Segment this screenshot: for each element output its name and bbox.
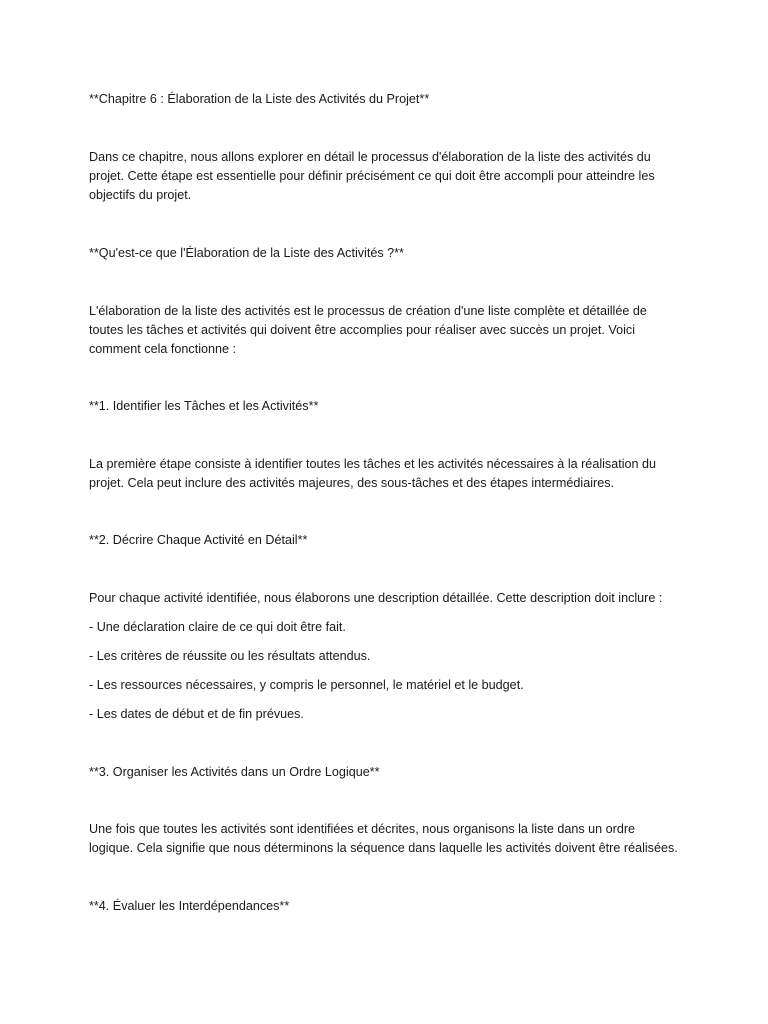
step2-paragraph: Pour chaque activité identifiée, nous élaborons une description détaillée. Cette description doit inclure : [89, 591, 663, 605]
bullet-item: - Les critères de réussite ou les résultats attendus. [89, 649, 371, 663]
step3-paragraph [89, 820, 689, 858]
section-line: toutes les tâches et activités qui doivent être accomplies pour réaliser avec succès un projet. Voici [89, 323, 636, 337]
section-line: comment cela fonctionne : [89, 342, 237, 356]
step2-heading: **2. Décrire Chaque Activité en Détail** [89, 533, 308, 547]
step3-heading: **3. Organiser les Activités dans un Ordre Logique** [89, 765, 380, 779]
chapter-title: **Chapitre 6 : Élaboration de la Liste des Activités du Projet** [89, 92, 430, 106]
step3-line: logique. Cela signifie que nous déterminons la séquence dans laquelle les activités doivent être réalisées. [89, 841, 678, 855]
step1-line: projet. Cela peut inclure des activités majeures, des sous-tâches et des étapes intermédiaires. [89, 476, 615, 490]
step4-heading: **4. Évaluer les Interdépendances** [89, 899, 290, 913]
intro-line: projet. Cette étape est essentielle pour définir précisément ce qui doit être accompli pour atteindre les [89, 169, 655, 183]
intro-paragraph [89, 148, 689, 205]
intro-line: objectifs du projet. [89, 188, 192, 202]
step1-paragraph [89, 455, 689, 493]
bullet-item: - Les ressources nécessaires, y compris le personnel, le matériel et le budget. [89, 678, 524, 692]
step3-line: Une fois que toutes les activités sont identifiées et décrites, nous organisons la liste dans un ordre [89, 822, 636, 836]
bullet-item: - Une déclaration claire de ce qui doit être fait. [89, 620, 346, 634]
intro-line: Dans ce chapitre, nous allons explorer en détail le processus d'élaboration de la liste des activités du [89, 150, 651, 164]
step1-line: La première étape consiste à identifier toutes les tâches et les activités nécessaires à la réalisation du [89, 457, 657, 471]
section-line: L'élaboration de la liste des activités est le processus de création d'une liste complète et détaillée de [89, 304, 647, 318]
step1-heading: **1. Identifier les Tâches et les Activités** [89, 399, 319, 413]
section-heading: **Qu'est-ce que l'Élaboration de la Liste des Activités ?** [89, 246, 404, 260]
section-paragraph [89, 302, 689, 359]
bullet-item: - Les dates de début et de fin prévues. [89, 707, 304, 721]
